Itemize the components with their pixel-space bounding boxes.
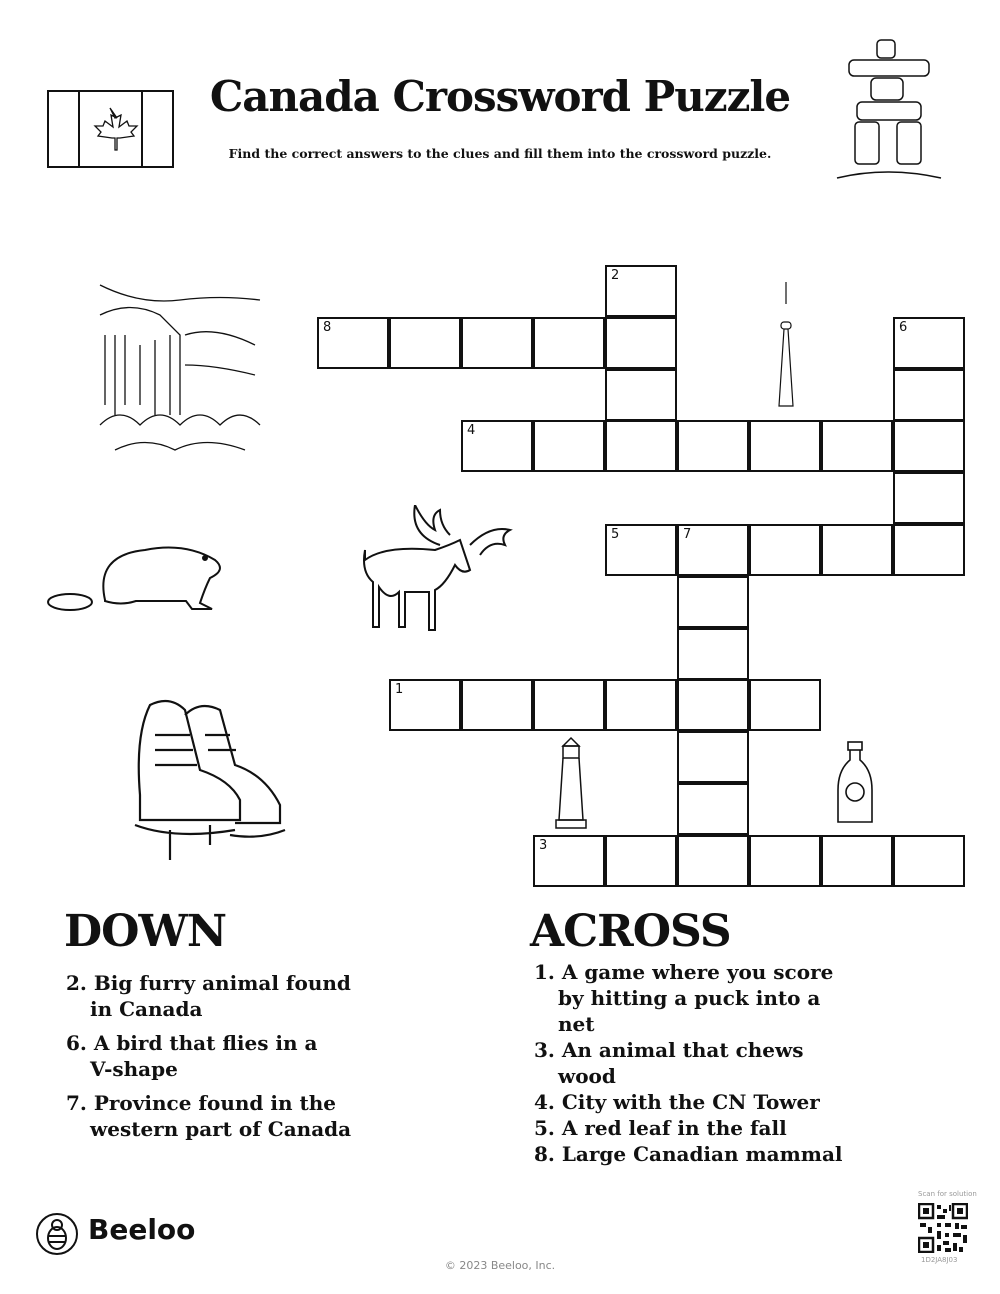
crossword-cell[interactable] xyxy=(677,576,749,628)
crossword-cell[interactable] xyxy=(461,679,533,731)
qr-code-id: 1D2JA8J03 xyxy=(921,1256,958,1264)
crossword-cell[interactable] xyxy=(605,369,677,421)
clue-text: in Canada xyxy=(90,997,203,1021)
crossword-cell[interactable] xyxy=(605,679,677,731)
across-heading: ACROSS xyxy=(530,906,731,957)
clue-number: 7 xyxy=(683,527,692,542)
clue-text: 7. Province found in the xyxy=(66,1091,336,1115)
clue-text: 2. Big furry animal found xyxy=(66,971,351,995)
crossword-cell[interactable] xyxy=(893,317,965,369)
across-clues xyxy=(534,959,843,1167)
clue-text: 3. An animal that chews xyxy=(534,1038,804,1062)
crossword-cell[interactable] xyxy=(605,317,677,369)
crossword-cell[interactable] xyxy=(749,679,821,731)
clue-number: 6 xyxy=(899,319,908,335)
crossword-cell[interactable] xyxy=(821,524,893,576)
across-clue: 4. City with the CN Tower xyxy=(534,1090,820,1114)
maple-syrup-bottle-icon xyxy=(836,740,874,826)
crossword-cell[interactable] xyxy=(749,420,821,472)
crossword-cell[interactable] xyxy=(677,783,749,835)
crossword-cell[interactable] xyxy=(605,524,677,576)
down-clues xyxy=(66,970,351,1142)
crossword-cell[interactable] xyxy=(893,420,965,472)
crossword-cell[interactable] xyxy=(605,835,677,887)
down-clue xyxy=(66,970,351,1022)
clue-text: by hitting a puck into a xyxy=(558,986,821,1010)
crossword-cell[interactable] xyxy=(893,835,965,887)
crossword-cell[interactable] xyxy=(677,628,749,680)
crossword-cell[interactable] xyxy=(533,679,605,731)
crossword-cell[interactable] xyxy=(893,472,965,524)
crossword-cell[interactable] xyxy=(749,835,821,887)
clue-number: 3 xyxy=(539,837,548,853)
crossword-cell[interactable] xyxy=(893,369,965,421)
crossword-cell[interactable] xyxy=(389,679,461,731)
crossword-cell[interactable] xyxy=(677,835,749,887)
across-clue: 8. Large Canadian mammal xyxy=(534,1142,843,1166)
across-clue: 5. A red leaf in the fall xyxy=(534,1116,787,1140)
copyright: © 2023 Beeloo, Inc. xyxy=(444,1259,556,1272)
across-clue xyxy=(534,959,843,1037)
clue-number: 1 xyxy=(395,682,404,698)
crossword-cell[interactable] xyxy=(893,524,965,576)
crossword-cell[interactable] xyxy=(533,317,605,369)
down-heading: DOWN xyxy=(64,906,227,957)
crossword-cell[interactable] xyxy=(677,731,749,783)
clue-text: 6. A bird that flies in a xyxy=(66,1031,318,1055)
clue-number: 4 xyxy=(467,423,476,439)
cn-tower-icon xyxy=(776,282,796,408)
crossword-cell[interactable] xyxy=(461,420,533,472)
clue-text: wood xyxy=(558,1064,616,1088)
down-clue xyxy=(66,1090,351,1142)
instructions: Find the correct answers to the clues and fill them into the crossword puzzle. xyxy=(228,146,772,161)
crossword-cell[interactable] xyxy=(533,835,605,887)
crossword-cell[interactable] xyxy=(389,317,461,369)
inukshuk-icon xyxy=(835,38,945,188)
crossword-cell[interactable] xyxy=(605,265,677,317)
clue-number: 5 xyxy=(611,527,620,542)
crossword-cell[interactable] xyxy=(461,317,533,369)
lighthouse-icon xyxy=(553,736,589,830)
niagara-falls-icon xyxy=(95,275,265,465)
across-clue xyxy=(534,1037,843,1089)
qr-label: Scan for solution xyxy=(918,1190,977,1198)
hockey-skates-icon xyxy=(130,695,290,875)
page-title: Canada Crossword Puzzle xyxy=(209,72,791,121)
crossword-cell[interactable] xyxy=(677,420,749,472)
crossword-cell[interactable] xyxy=(533,420,605,472)
crossword-cell[interactable] xyxy=(605,420,677,472)
clue-text: 1. A game where you score xyxy=(534,960,834,984)
down-clue xyxy=(66,1030,351,1082)
clue-text: western part of Canada xyxy=(90,1117,352,1141)
clue-text: net xyxy=(558,1012,595,1036)
crossword-cell[interactable] xyxy=(821,835,893,887)
crossword-cell[interactable] xyxy=(677,679,749,731)
clue-number: 2 xyxy=(611,268,620,283)
clue-number: 8 xyxy=(323,319,332,335)
crossword-cell[interactable] xyxy=(317,317,389,369)
crossword-cell[interactable] xyxy=(677,524,749,576)
moose-icon xyxy=(355,505,515,645)
crossword-cell[interactable] xyxy=(749,524,821,576)
beaver-icon xyxy=(45,530,235,620)
brand-name: Beeloo xyxy=(88,1213,196,1246)
clue-text: V-shape xyxy=(90,1057,178,1081)
beeloo-bee-logo-icon xyxy=(35,1212,79,1256)
crossword-cell[interactable] xyxy=(821,420,893,472)
qr-code-icon[interactable] xyxy=(918,1203,968,1253)
